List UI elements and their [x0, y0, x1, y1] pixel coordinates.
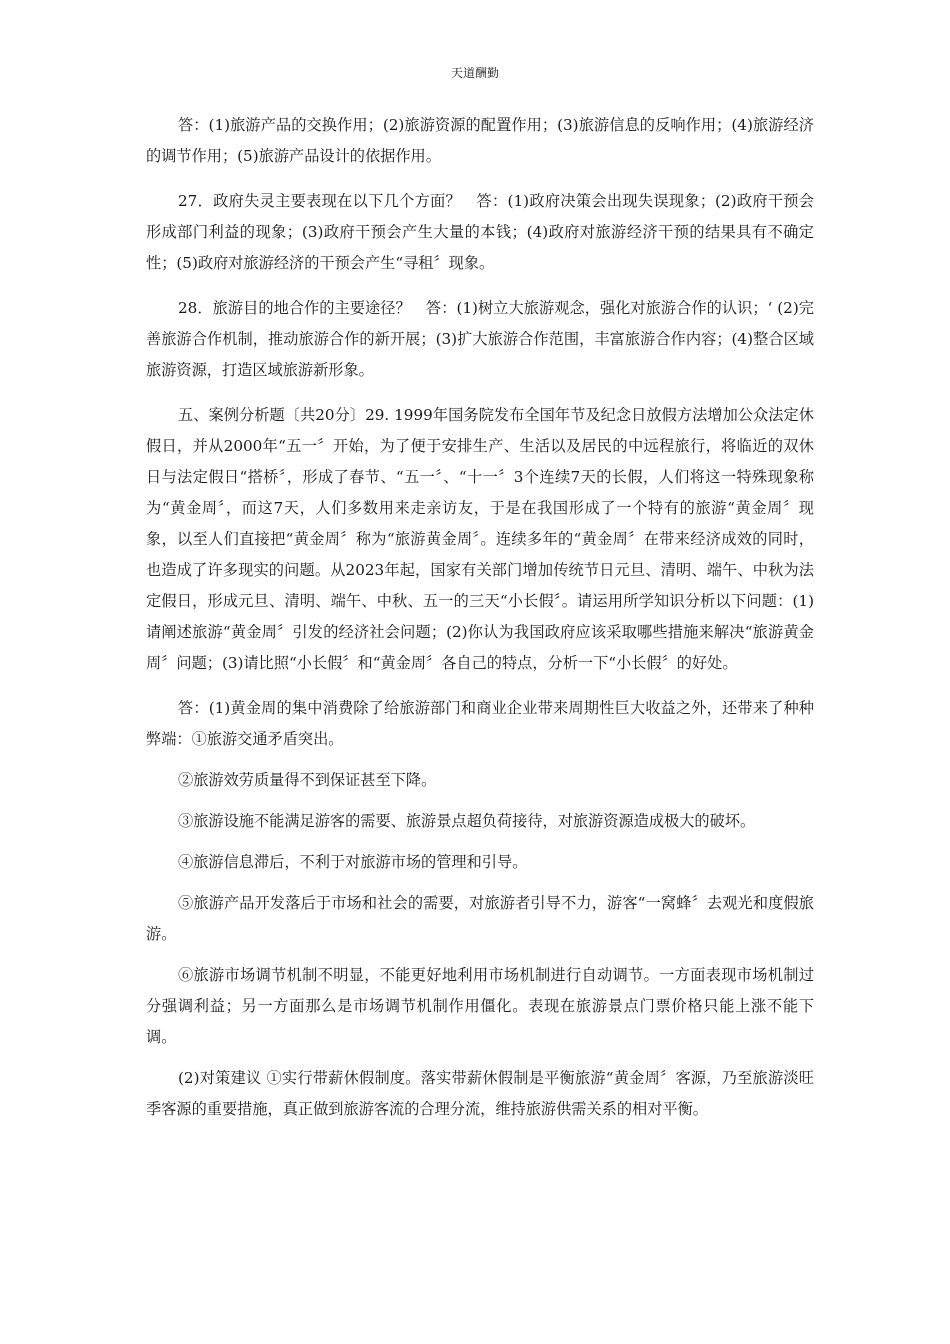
case-analysis-paragraph-29: 五、案例分析题〔共20分〕29. 1999年国务院发布全国年节及纪念日放假方法增加公众法定休假日，并从2000年“五一〞开始，为了便于安排生产、生活以及居民的中远程旅行，将临近的双休日与法定假日“搭桥〞，形成了春节、“五一〞、“十一〞3个连续7天的长假，人们将这一特殊现象称为“黄金周〞，而这7天，人们多数用来走亲访友，于是在我国形成了一个特有的旅游“黄金周〞现象，以至人们直接把“黄金周〞称为“旅游黄金周〞。连续多年的“黄金周〞在带来经济成效的同时，也造成了许多现实的问题。从2023年起，国家有关部门增加传统节日元旦、清明、端午、中秋为法定假日，形成元旦、清明、端午、中秋、五一的三天“小长假〞。请运用所学知识分析以下问题：(1)请阐述旅游“黄金周〞引发的经济社会问题；(2)你认为我国政府应该采取哪些措施来解决“旅游黄金周〞问题；(3)请比照“小长假〞和“黄金周〞各自己的特点，分析一下“小长假〞的好处。 — [146, 406, 814, 672]
countermeasure-paragraph: (2)对策建议 ①实行带薪休假制度。落实带薪休假制是平衡旅游“黄金周〞客源，乃至旅游淡旺季客源的重要措施，真正做到旅游客流的合理分流，维持旅游供需关系的相对平衡。 — [146, 1069, 814, 1118]
document-body — [146, 110, 814, 1135]
answer-paragraph-29-intro: 答：(1)黄金周的集中消费除了给旅游部门和商业企业带来周期性巨大收益之外，还带来了种种弊端：①旅游交通矛盾突出。 — [146, 699, 814, 748]
answer-item-4: ④旅游信息滞后，不利于对旅游市场的管理和引导。 — [178, 853, 528, 871]
question-paragraph-28: 28．旅游目的地合作的主要途径？ 答：(1)树立大旅游观念，强化对旅游合作的认识；‘ (2)完善旅游合作机制，推动旅游合作的新开展；(3)扩大旅游合作范围，丰富旅游合作内容；(4)整合区域旅游资源，打造区域旅游新形象。 — [146, 299, 814, 379]
page-header: 天道酬勤 — [450, 66, 499, 80]
answer-item-3: ③旅游设施不能满足游客的需要、旅游景点超负荷接待，对旅游资源造成极大的破坏。 — [178, 812, 756, 830]
answer-item-2: ②旅游效劳质量得不到保证甚至下降。 — [178, 771, 437, 789]
question-paragraph-27: 27．政府失灵主要表现在以下几个方面？ 答：(1)政府决策会出现失误现象；(2)政府干预会形成部门利益的现象；(3)政府干预会产生大量的本钱；(4)政府对旅游经济干预的结果具有不确定性；(5)政府对旅游经济的干预会产生“寻租〞现象。 — [146, 192, 814, 272]
answer-item-5: ⑤旅游产品开发落后于市场和社会的需要，对旅游者引导不力，游客“一窝蜂〞去观光和度假旅游。 — [146, 894, 814, 943]
answer-item-6: ⑥旅游市场调节机制不明显，不能更好地利用市场机制进行自动调节。一方面表现市场机制过分强调利益；另一方面那么是市场调节机制作用僵化。表现在旅游景点门票价格只能上涨不能下调。 — [146, 966, 814, 1046]
answer-paragraph-26: 答：(1)旅游产品的交换作用；(2)旅游资源的配置作用；(3)旅游信息的反响作用；(4)旅游经济的调节作用；(5)旅游产品设计的依据作用。 — [146, 116, 814, 165]
